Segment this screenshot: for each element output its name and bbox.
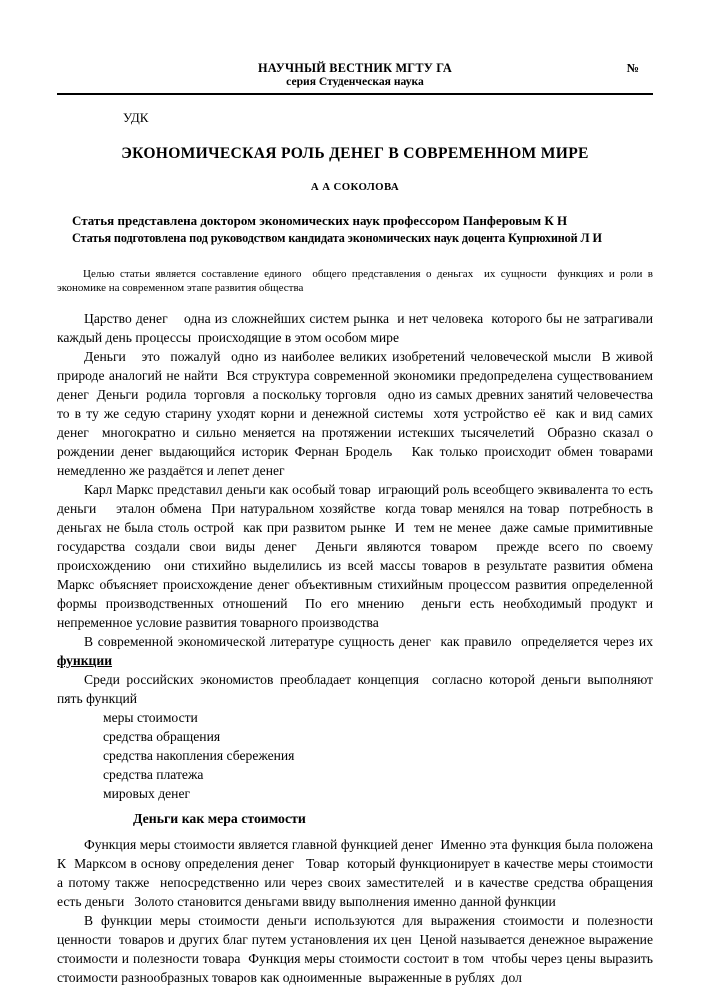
journal-title: НАУЧНЫЙ ВЕСТНИК МГТУ ГА [258, 61, 452, 75]
journal-series: серия Студенческая наука [286, 75, 424, 88]
function-item-store-of-value: средства накопления сбережения [103, 747, 295, 763]
functions-list [57, 708, 653, 803]
article-author: А А СОКОЛОВА [310, 181, 400, 193]
paragraph-five-functions: Среди российских экономистов преобладает концепция согласно которой деньги выполняют пять функций [57, 671, 657, 706]
function-item-world-money: мировых денег [103, 785, 191, 801]
udk-label: УДК [123, 110, 149, 125]
journal-header-center [57, 61, 653, 89]
presented-by-line: Статья представлена доктором экономических наук профессором Панферовым К Н [72, 213, 568, 228]
paragraph-money-essence [57, 632, 657, 670]
paragraph-text: В современной экономической литературе сущность денег как правило определяется через их [84, 633, 657, 649]
paragraph-money-invention: Деньги это пожалуй одно из наиболее великих изобретений человеческой мысли В живой природе аналогий не найти Вся структура современной экономики предопределена существованием денег Деньги родила торговля а поскольку торговля одно из самых древних занятий человечества то в ту же седую старину уходят корни и денежной системы хотя устройство её как и вид самих денег многократно и сильно меняется на протяжении истекших тысячелетий Образно сказал о рождении денег выдающийся историк Фернан Бродель Как только происходит обмен товарами немедленно же раздаётся и лепет денег [57, 348, 660, 478]
function-item-measure-of-value: меры стоимости [103, 709, 198, 725]
function-item-means-of-payment: средства платежа [103, 766, 204, 782]
paragraph-measure-of-value-1: Функция меры стоимости является главной функцией денег Именно эта функция была положена К Марксом в основу определения денег Товар который функционирует в качестве меры стоимости а потому также непосредственно или через своих заместителей и в качестве средства обращения есть деньги Золото становится деньгами ввиду выполнения именно данной функции [57, 836, 660, 909]
journal-header [57, 61, 653, 89]
paragraph-measure-of-value-2: В функции меры стоимости деньги используются для выражения стоимости и полезности ценности товаров и других благ путем установления их цен Ценой называется денежное выражение стоимости и полезности товара Функция меры стоимости состоит в том чтобы через цены выразить стоимости разнообразных товаров как одноименные выраженные в рублях дол [57, 912, 660, 985]
section-heading-measure-of-value: Деньги как мера стоимости [133, 810, 306, 826]
supervised-by-line: Статья подготовлена под руководством кандидата экономических наук доцента Купрюхиной Л И [72, 230, 602, 245]
article-abstract: Целью статьи является составление единого общего представления о деньгах их сущности функциях и роли в экономике на современном этапе развития общества [57, 268, 656, 294]
paragraph-marx-commodity: Карл Маркс представил деньги как особый товар играющий роль всеобщего эквивалента то есть деньги эталон обмена При натуральном хозяйстве когда товар менялся на товар потребность в деньгах не была столь острой как при развитом рынке И тем не менее даже самые примитивные государства создали свои виды денег Деньги являются товаром прежде всего по своему происхождению они стихийно выделились из всей массы товаров в результате развития обмена Маркс объясняет происхождение денег объективным стихийным процессом развития определенной формы производственных отношений По его мнению деньги есть необходимый продукт и непременное условие развития товарного производства [57, 481, 660, 630]
presentation-block [72, 212, 653, 247]
function-item-medium-of-exchange: средства обращения [103, 728, 221, 744]
article-title: ЭКОНОМИЧЕСКАЯ РОЛЬ ДЕНЕГ В СОВРЕМЕННОМ МИРЕ [121, 145, 589, 162]
header-divider [57, 93, 653, 95]
issue-number-label: № [626, 61, 639, 75]
functions-term: функции [57, 652, 113, 668]
paragraph-money-kingdom: Царство денег одна из сложнейших систем рынка и нет человека которого бы не затрагивали каждый день процессы происходящие в этом особом мире [57, 310, 657, 345]
